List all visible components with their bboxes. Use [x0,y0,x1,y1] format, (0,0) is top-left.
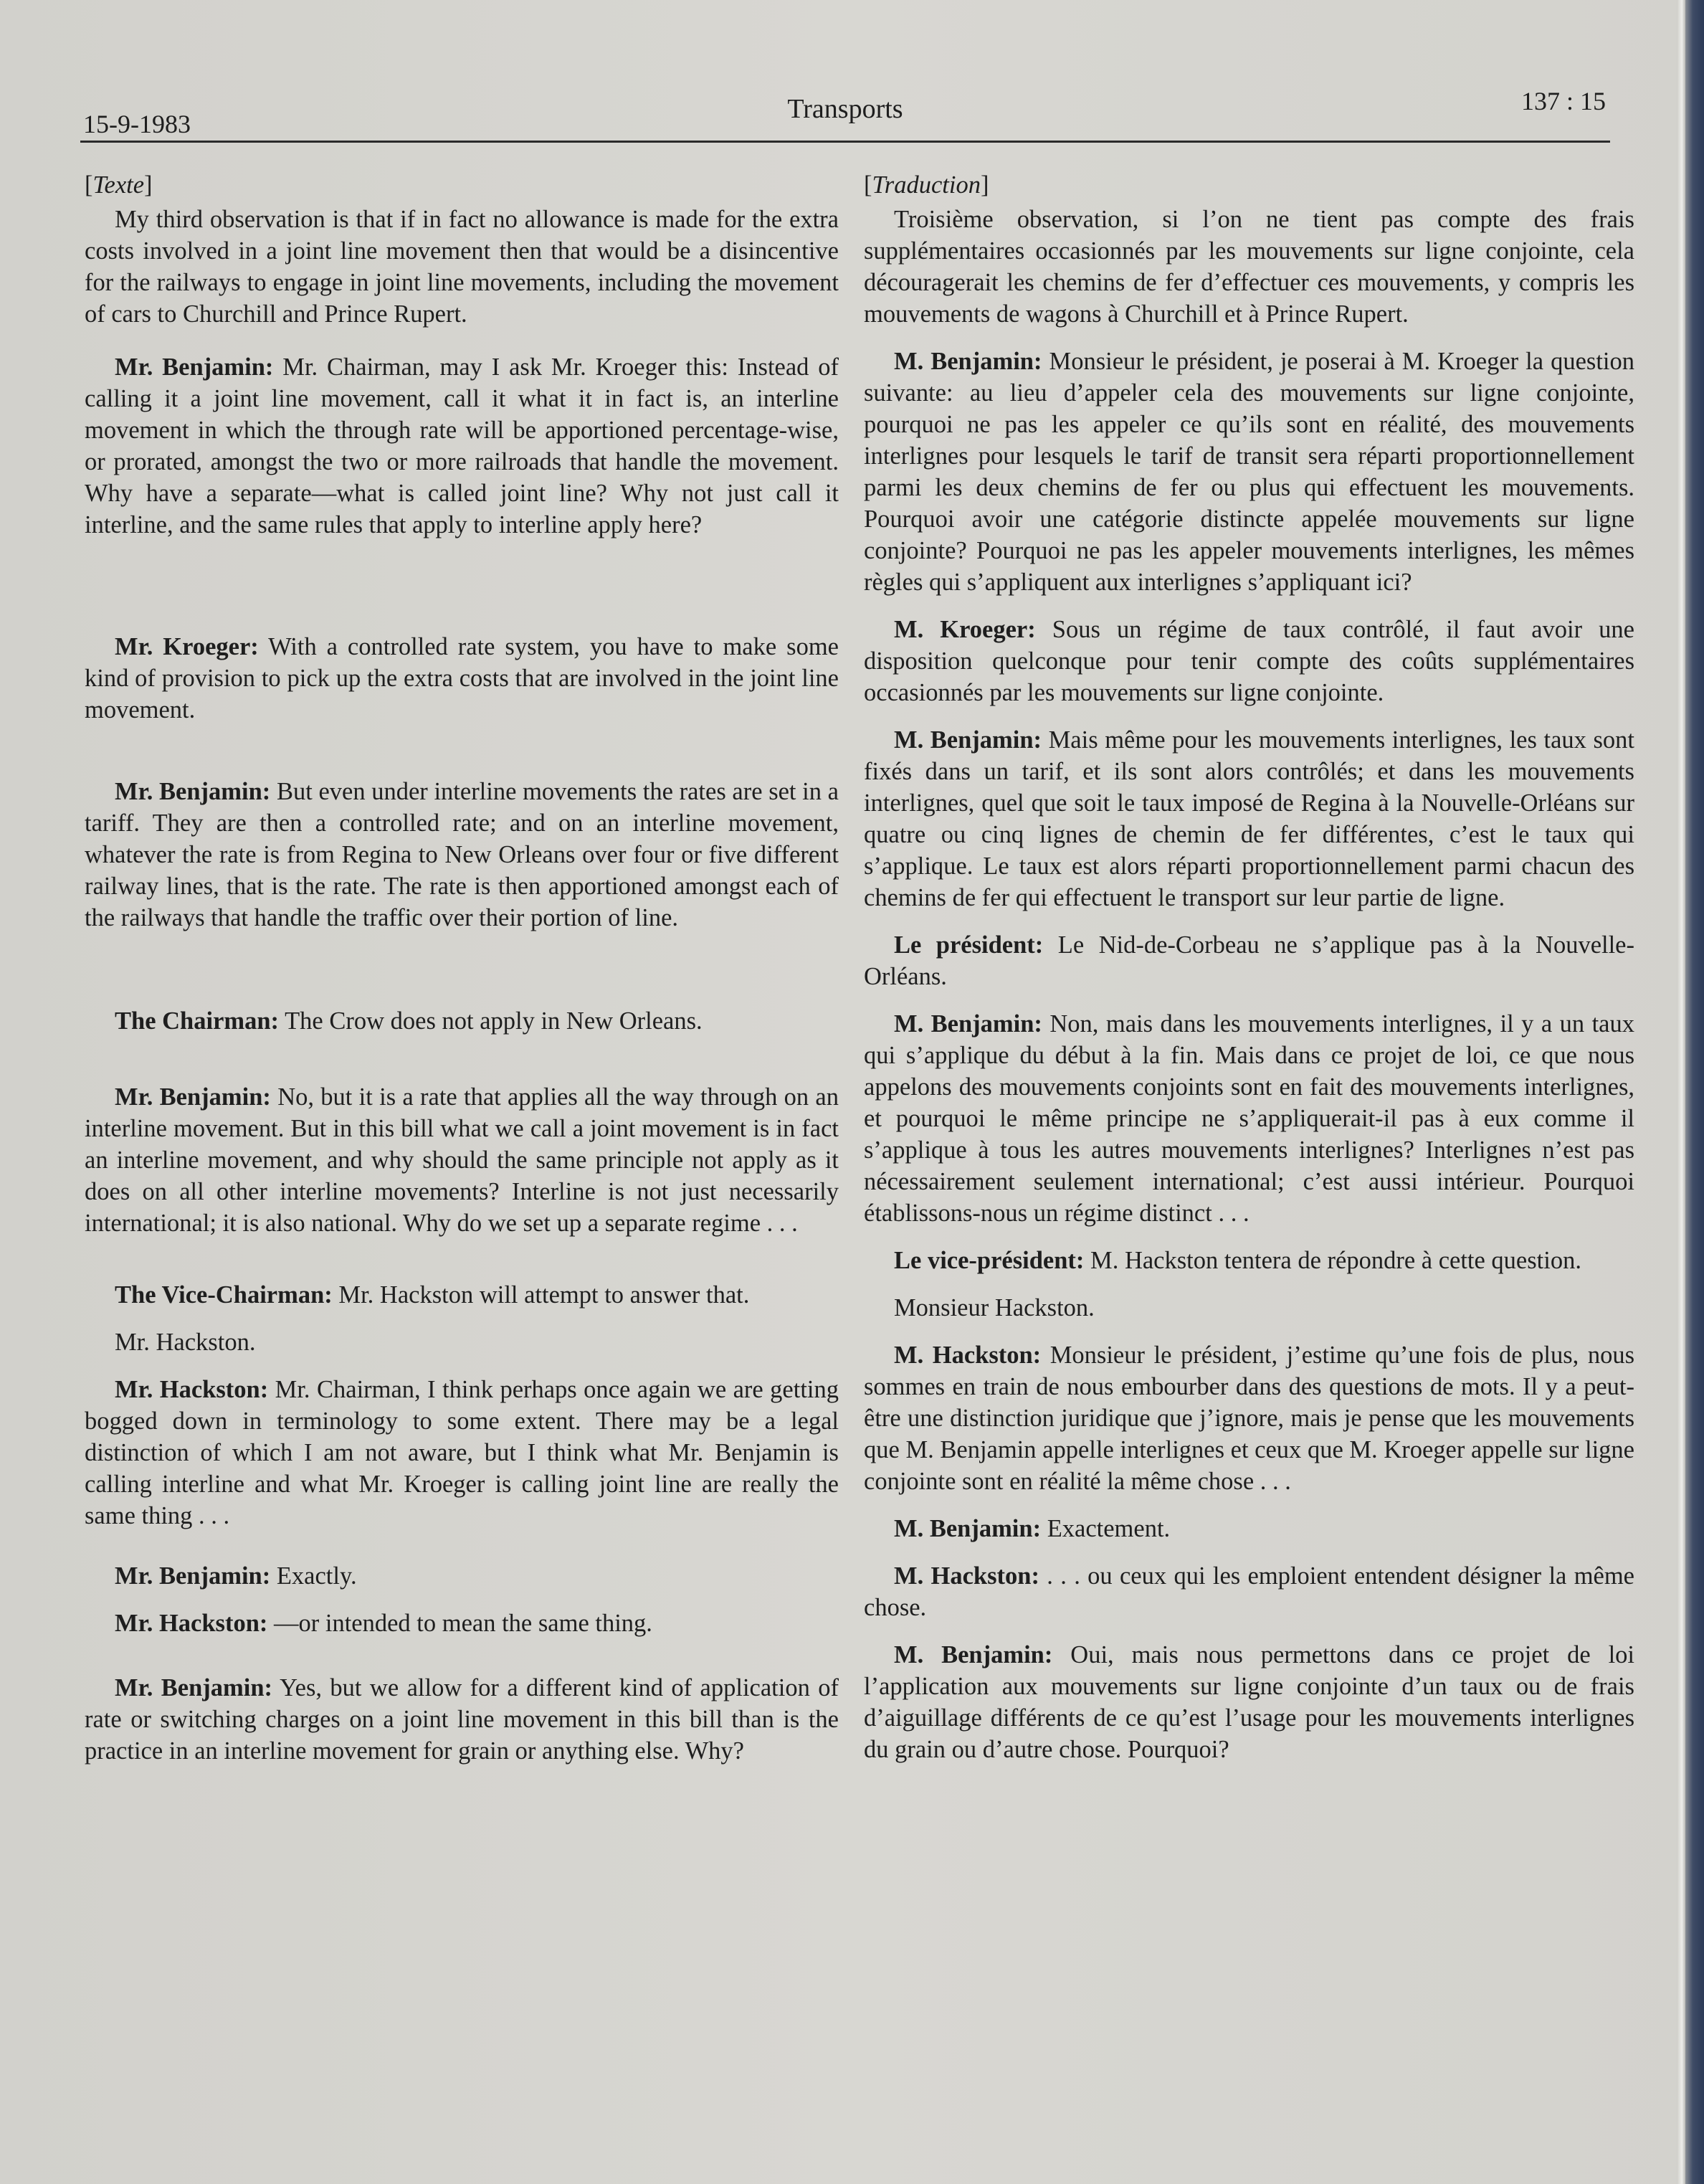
right-paragraph [864,724,1634,913]
speaker-label: M. Hackston: [894,1562,1039,1590]
paragraph-text: But even under interline movements the rates are set in a tariff. They are then a controlled rate; and on an interline movement, whatever the rate is from Regina to New Orleans over four or five different railway lines, that is the rate. The rate is then apportioned amongst each of the railways that handle the traffic over their portion of line. [85,778,839,931]
right-paragraph [864,1639,1634,1765]
speaker-label: Mr. Benjamin: [115,778,271,805]
text-tag-label: Texte [92,171,145,199]
right-paragraph [864,1292,1634,1324]
speaker-label: Mr. Benjamin: [115,353,274,381]
paragraph-text: Yes, but we allow for a different kind of application of rate or switching charges on a joint line movement in this bill than is the practice in an interline movement for grain or anything else. Why? [85,1674,839,1765]
speaker-label: M. Benjamin: [894,348,1042,375]
left-paragraph [85,631,839,726]
left-paragraph [85,1005,839,1037]
paragraph-text: Sous un régime de taux contrôlé, il faut avoir une disposition quelconque pour tenir compte des coûts supplémentaires occasionnés par les mouvements sur ligne conjointe. [864,616,1634,706]
speaker-label: M. Kroeger: [894,616,1036,643]
paragraph-text: No, but it is a rate that applies all the way through on an interline movement. But in this bill what we call a joint movement is in fact an interline movement, and why should the same principle not apply as it does on all other interline movements? Interline is not just necessarily international; it is also national. Why do we set up a separate regime . . . [85,1083,839,1237]
paragraph-text: Mr. Chairman, I think perhaps once again we are getting bogged down in terminology to some extent. There may be a legal distinction of which I am not aware, but I think what Mr. Benjamin is calling interline and what Mr. Kroeger is calling joint line are really the same thing . . . [85,1376,839,1529]
translation-tag: [Traduction] [864,171,989,199]
paragraph-text: Le Nid-de-Corbeau ne s’applique pas à la Nouvelle-Orléans. [864,931,1634,990]
paragraph-text: With a controlled rate system, you have to make some kind of provision to pick up the extra costs that are involved in the joint line movement. [85,633,839,723]
speaker-label: Mr. Benjamin: [115,1674,273,1701]
paragraph-text: . . . ou ceux qui les emploient entendent désigner la même chose. [864,1562,1634,1621]
left-paragraph [85,351,839,541]
left-paragraph [85,204,839,330]
left-paragraph [85,1374,839,1532]
right-paragraph [864,204,1634,330]
speaker-label: The Vice-Chairman: [115,1281,333,1309]
paragraph-text: Mr. Chairman, may I ask Mr. Kroeger this: Instead of calling it a joint line movement, call it what it in fact is, an interline movement in which the through rate will be apportioned percentage-wise, or prorated, amongst the two or more railroads that handle the movement. Why have a separate—what is called joint line? Why not just call it interline, and the same rules that apply to interline apply here? [85,353,839,538]
paragraph-text: Non, mais dans les mouvements interlignes, il y a un taux qui s’applique du début à la fin. Mais dans ce projet de loi, ce que nous appelons des mouvements conjoints sont en fait des mouvements interlignes, et pourquoi le même principe ne s’appliquerait-il pas à eux comme il s’applique à tous les autres mouvements interlignes? Interlignes n’est pas nécessairement seulement international; c’est aussi intérieur. Pourquoi établissons-nous un régime distinct . . . [864,1010,1634,1227]
header-page-number: 137 : 15 [1520,87,1606,115]
right-paragraph [864,1513,1634,1544]
left-paragraph [85,1081,839,1239]
speaker-label: Le président: [894,931,1044,959]
translation-tag-label: Traduction [872,171,981,199]
left-paragraph [85,1326,839,1358]
speaker-label: The Chairman: [115,1007,280,1035]
paragraph-text: Troisième observation, si l’on ne tient pas compte des frais supplémentaires occasionnés par les mouvements sur ligne conjointe, cela découragerait les chemins de fer d’effectuer ces mouvements, y compris les mouvements de wagons à Churchill et à Prince Rupert. [864,206,1634,328]
left-paragraph [85,1672,839,1767]
page-edge [1677,0,1685,2184]
paragraph-text: Exactement. [1047,1515,1171,1542]
page-header [80,85,1610,143]
paragraph-text: Mr. Hackston will attempt to answer that. [338,1281,750,1309]
left-paragraph [85,1560,839,1592]
paragraph-text: My third observation is that if in fact no allowance is made for the extra costs involved in a joint line movement then that would be a disincentive for the railways to engage in joint line movements, including the movement of cars to Churchill and Prince Rupert. [85,206,839,328]
speaker-label: Le vice-président: [894,1247,1085,1274]
right-paragraph [864,1339,1634,1497]
paragraph-text: Mr. Hackston. [115,1329,256,1356]
paragraph-text: M. Hackston tentera de répondre à cette question. [1090,1247,1581,1274]
right-paragraph [864,1008,1634,1229]
speaker-label: M. Benjamin: [894,1641,1053,1668]
paragraph-text: Monsieur Hackston. [894,1294,1095,1321]
book-binding [1685,0,1704,2184]
speaker-label: M. Benjamin: [894,726,1042,754]
left-paragraph [85,1608,839,1639]
right-paragraph [864,614,1634,708]
text-tag: [Texte] [85,171,153,199]
speaker-label: Mr. Benjamin: [115,1083,271,1111]
speaker-label: Mr. Kroeger: [115,633,259,660]
header-date: 15-9-1983 [83,110,191,138]
right-paragraph [864,346,1634,598]
paragraph-text: Mais même pour les mouvements interlignes, les taux sont fixés dans un tarif, et ils sont alors contrôlés; et dans les mouvements interlignes, quel que soit le taux imposé de Regina à la Nouvelle-Orléans sur quatre ou cinq lignes de chemin de fer différentes, c’est le taux qui s’applique. Le taux est alors réparti proportionnellement parmi chacun des chemins de fer qui effectuent le transport sur leur partie de ligne. [864,726,1634,911]
speaker-label: M. Benjamin: [894,1010,1042,1038]
paragraph-text: The Crow does not apply in New Orleans. [285,1007,703,1035]
speaker-label: M. Hackston: [894,1342,1042,1369]
french-column [864,165,1634,1765]
speaker-label: Mr. Benjamin: [115,1562,271,1590]
right-paragraph [864,1560,1634,1623]
left-paragraph [85,776,839,934]
paragraph-text: Monsieur le président, je poserai à M. Kroeger la question suivante: au lieu d’appeler cela des mouvements sur ligne conjointe, pourquoi ne pas les appeler ce qu’ils sont en réalité, des mouvements interlignes pour lesquels le tarif de transit sera réparti proportionnellement parmi les deux chemins de fer ou plus qui effectuent les mouvements. Pourquoi avoir une catégorie distincte appelée mouvements sur ligne conjointe? Pourquoi ne pas les appeler mouvements interlignes, les mêmes règles qui s’appliquent aux interlignes s’appliquant ici? [864,348,1635,596]
speaker-label: Mr. Hackston: [115,1610,268,1637]
right-paragraph [864,929,1634,992]
paragraph-text: Exactly. [276,1562,357,1590]
paragraph-text: —or intended to mean the same thing. [274,1610,652,1637]
english-column [85,165,839,1767]
paragraph-text: Oui, mais nous permettons dans ce projet de loi l’application aux mouvements sur ligne conjointe d’un taux ou de frais d’aiguillage différents de ce qu’est l’usage pour les mouvements interlignes du grain ou d’autre chose. Pourquoi? [864,1641,1634,1763]
right-paragraph [864,1245,1634,1276]
speaker-label: M. Benjamin: [894,1515,1042,1542]
left-paragraph [85,1279,839,1311]
header-title: Transports [787,94,903,124]
speaker-label: Mr. Hackston: [115,1376,269,1403]
paragraph-text: Monsieur le président, j’estime qu’une fois de plus, nous sommes en train de nous embourber dans des questions de mots. Il y a peut-être une distinction juridique que j’ignore, mais je pense que les mouvements que M. Benjamin appelle interlignes et ceux que M. Kroeger appelle sur ligne conjointe sont en réalité la même chose . . . [864,1342,1635,1495]
